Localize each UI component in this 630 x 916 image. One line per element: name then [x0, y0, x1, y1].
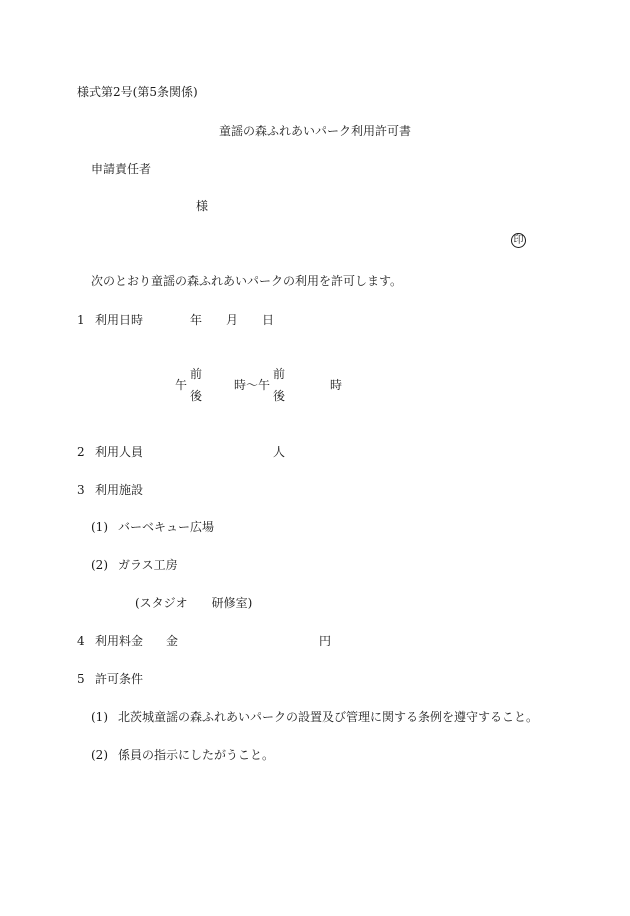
item3-number: 3 — [77, 483, 85, 497]
item4-number: 4 — [77, 634, 85, 648]
honorific: 様 — [196, 199, 209, 213]
time-before-2: 前 — [273, 367, 286, 381]
item1-label: 利用日時 — [95, 313, 144, 327]
facility-1-name: バーベキュー広場 — [118, 520, 215, 534]
facility-2-number: (2) — [91, 558, 108, 572]
time-after: 後 — [190, 389, 203, 403]
item2-label: 利用人員 — [95, 445, 144, 459]
fee-unit: 円 — [319, 634, 332, 648]
condition-2-text: 係員の指示にしたがうこと。 — [118, 748, 275, 762]
item3-label: 利用施設 — [95, 483, 144, 497]
time-before: 前 — [190, 367, 203, 381]
facility-1-number: (1) — [91, 520, 108, 534]
item2-number: 2 — [77, 445, 85, 459]
time-hour-end: 時 — [330, 378, 343, 392]
item2-unit: 人 — [273, 445, 286, 459]
time-hour-to: 時〜午 — [234, 378, 271, 392]
facility-2-name: ガラス工房 — [118, 558, 178, 572]
rooms-note: (スタジオ 研修室) — [135, 596, 253, 610]
item1-day: 日 — [262, 313, 275, 327]
fee-prefix: 金 — [166, 634, 179, 648]
item1-year: 年 — [190, 313, 203, 327]
condition-1-text: 北茨城童謡の森ふれあいパークの設置及び管理に関する条例を遵守すること。 — [118, 710, 539, 724]
item1-month: 月 — [226, 313, 239, 327]
item1-number: 1 — [77, 313, 85, 327]
applicant-label: 申請責任者 — [91, 162, 152, 176]
form-number: 様式第2号(第5条関係) — [77, 85, 198, 99]
item5-label: 許可条件 — [95, 672, 144, 686]
document-title: 童謡の森ふれあいパーク利用許可書 — [219, 124, 412, 138]
condition-1-number: (1) — [91, 710, 108, 724]
condition-2-number: (2) — [91, 748, 108, 762]
time-after-2: 後 — [273, 389, 286, 403]
intro-text: 次のとおり童謡の森ふれあいパークの利用を許可します。 — [91, 274, 403, 288]
seal-mark: 印 — [511, 233, 526, 248]
time-prefix: 午 — [175, 378, 188, 392]
item5-number: 5 — [77, 672, 85, 686]
item4-label: 利用料金 — [95, 634, 144, 648]
